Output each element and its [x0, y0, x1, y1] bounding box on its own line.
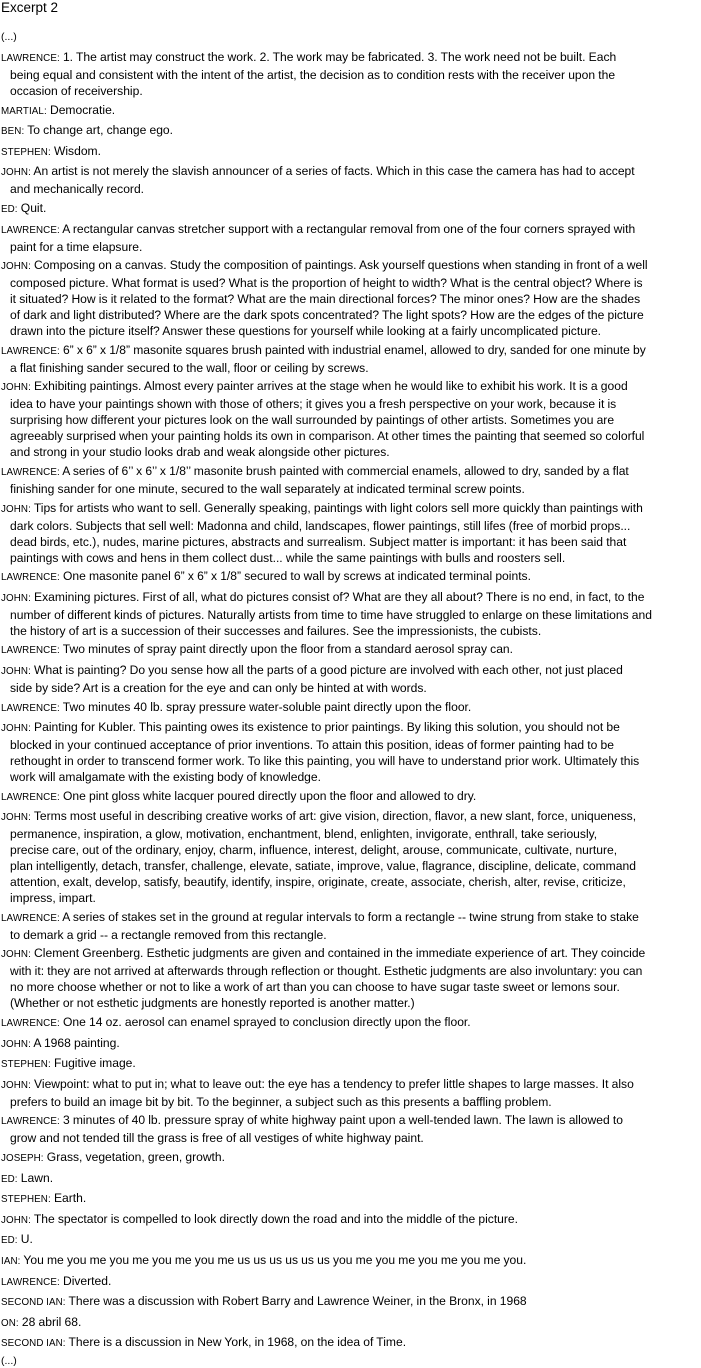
dialogue-entry: [1, 662, 701, 696]
dialogue-entry: [1, 463, 701, 497]
speaker-name: STEPHEN:: [1, 1059, 51, 1071]
speaker-name: JOHN:: [1, 812, 31, 824]
dialogue-entry: [1, 1190, 701, 1208]
dialogue-entry: [1, 1112, 701, 1146]
speaker-name: LAWRENCE:: [1, 1276, 60, 1288]
dialogue-entry: [1, 163, 701, 197]
dialogue-entry: [1, 945, 701, 1011]
speech-text: Lawn.: [17, 1170, 54, 1185]
speaker-name: LAWRENCE:: [1, 1116, 60, 1128]
speech-text: To change art, change ego.: [24, 123, 173, 138]
ellipsis-start: (...): [1, 31, 17, 43]
dialogue-entry: [1, 568, 701, 586]
speech-text: Examining pictures. First of all, what do pictures consist of? What are they all about? There is no end, in fact, to the number of different kinds of pictures. Naturally artists from time to time have struggled to enlarge on these limitations and the history of art is a succession of their successes and failures. See the impressionists, the cubists.: [10, 589, 652, 638]
speech-text: A 1968 painting.: [30, 1035, 120, 1050]
speech-text: Democratie.: [46, 102, 116, 117]
dialogue-entry: [1, 1314, 701, 1332]
speaker-name: LAWRENCE:: [1, 645, 60, 657]
speaker-name: STEPHEN:: [1, 146, 51, 158]
speech-text: Diverted.: [59, 1273, 112, 1288]
dialogue-entry: [1, 1170, 701, 1188]
dialogue-entry: [1, 589, 701, 639]
speaker-name: JOHN:: [1, 1038, 31, 1050]
speaker-name: JOHN:: [1, 503, 31, 515]
speaker-name: ON:: [1, 1317, 19, 1329]
dialogue-entry: [1, 1055, 701, 1073]
speaker-name: LAWRENCE:: [1, 224, 60, 236]
dialogue-entry: [1, 221, 701, 255]
speaker-name: STEPHEN:: [1, 1194, 51, 1206]
speaker-name: JOHN:: [1, 665, 31, 677]
speaker-name: JOHN:: [1, 1214, 31, 1226]
speech-text: You me you me you me you me you me us us us us us us you me you me you me you me you.: [20, 1253, 527, 1267]
speaker-name: JOHN:: [1, 949, 31, 961]
speaker-name: JOSEPH:: [1, 1153, 44, 1165]
speech-text: What is painting? Do you sense how all the parts of a good picture are involved with each other, not just placed side by side? Art is a creation for the eye and can only be hinted at with words.: [10, 662, 623, 695]
speaker-name: JOHN:: [1, 723, 31, 735]
dialogue-entry: [1, 641, 701, 659]
speaker-name: ED:: [1, 1173, 18, 1185]
speech-text: 3 minutes of 40 lb. pressure spray of white highway paint upon a well-tended lawn. The lawn is allowed to grow and not tended till the grass is free of all vestiges of white highway paint.: [10, 1113, 623, 1146]
dialogue-entry: [1, 1293, 701, 1311]
page-title: Excerpt 2: [1, 0, 59, 15]
dialogue-entry: [1, 143, 701, 161]
speech-text: There is a discussion in New York, in 1968, on the idea of Time.: [65, 1335, 407, 1350]
speaker-name: MARTIAL:: [1, 105, 47, 117]
speaker-name: SECOND IAN:: [1, 1297, 66, 1309]
speaker-name: JOHN:: [1, 167, 31, 179]
speech-text: Exhibiting paintings. Almost every painter arrives at the stage when he would like to exhibit his work. It is a good idea to have your paintings shown with those of others; it gives you a fresh perspective on your work, because it is surprising how different your pictures look on the wall surrounded by paintings of other artists. Sometimes you are agreeably surprised when your painting holds its own in comparison. At other times the painting that seemed so colorful and strong in your studio looks drab and weak alongside other pictures.: [10, 379, 645, 460]
dialogue-entry: [1, 1076, 701, 1110]
speaker-name: LAWRENCE:: [1, 572, 60, 584]
speech-text: There was a discussion with Robert Barry and Lawrence Weiner, in the Bronx, in 1968: [65, 1294, 527, 1309]
speaker-name: LAWRENCE:: [1, 912, 60, 924]
dialogue-entry: [1, 1149, 701, 1167]
speech-text: Quit.: [17, 200, 47, 215]
dialogue-entry: [1, 500, 701, 566]
speech-text: Viewpoint: what to put in; what to leave out: the eye has a tendency to prefer little shapes to large masses. It also prefers to build an image bit by bit. To the beginner, a subject such as this presents a baffling problem.: [10, 1076, 634, 1109]
dialogue-entry: [1, 1211, 701, 1229]
speaker-name: LAWRENCE:: [1, 466, 60, 478]
dialogue-entry: [1, 200, 701, 218]
speaker-name: ED:: [1, 1235, 18, 1247]
speech-text: 6” x 6” x 1/8” masonite squares brush painted with industrial enamel, allowed to dry, sanded for one minute by a flat finishing sander secured to the wall, floor or ceiling by screws.: [10, 342, 646, 375]
dialogue-entry: [1, 1334, 701, 1352]
speaker-name: JOHN:: [1, 261, 31, 273]
dialogue-entry: [1, 342, 701, 376]
speech-text: Clement Greenberg. Esthetic judgments are given and contained in the immediate experience of art. They coincide with it: they are not arrived at afterwards through reflection or thought. Esthetic judgments are also involuntary: you can no more choose whether or not to like a work of art than you can choose to have sugar taste sweet or lemons sour. (Whether or not esthetic judgments are honestly reported is another matter.): [10, 946, 646, 1011]
speaker-name: JOHN:: [1, 382, 31, 394]
speaker-name: IAN:: [1, 1256, 21, 1267]
speech-text: A rectangular canvas stretcher support with a rectangular removal from one of the four corners sprayed with paint for a time elapsure.: [10, 221, 636, 254]
speech-text: Painting for Kubler. This painting owes its existence to prior paintings. By liking this solution, you should not be blocked in your continued acceptance of prior inventions. To attain this position, ideas of former painting had to be rethought in order to transcend former work. To like this painting, you will have to understand prior work. Ultimately this work will amalgamate with the existing body of knowledge.: [10, 720, 640, 785]
speaker-name: JOHN:: [1, 1079, 31, 1091]
speaker-name: LAWRENCE:: [1, 1018, 60, 1030]
dialogue-entry: [1, 378, 701, 460]
speaker-name: BEN:: [1, 126, 25, 138]
speech-text: The spectator is compelled to look directly down the road and into the middle of the picture.: [30, 1211, 519, 1226]
speaker-name: LAWRENCE:: [1, 53, 60, 64]
speech-text: Composing on a canvas. Study the composition of paintings. Ask yourself questions when standing in front of a well composed picture. What format is used? What is the proportion of height to width? What is the central object? Where is it situated? How is it related to the format? What are the main directional forces? The minor ones? How are the shades of dark and light distributed? Where are the dark spots concentrated? The light spots? How are the edges of the picture drawn into the picture itself? Answer these questions for yourself while looking at a fairly uncomplicated picture.: [10, 258, 648, 339]
speech-text: Earth.: [50, 1191, 87, 1206]
dialogue-entry: [1, 699, 701, 717]
speech-text: Terms most useful in describing creative works of art: give vision, direction, flavor, a new slant, force, uniqueness, permanence, inspiration, a glow, motivation, enchantment, blend, enlighten, invigorate, enthrall, take seriously, precise care, out of the ordinary, enjoy, charm, influence, interest, delight, arouse, communicate, cultivate, nurture, plan intelligently, detach, transfer, challenge, elevate, satiate, improve, value, flagrance, discipline, delicate, command attention, exalt, develop, satisfy, beautify, identify, inspire, originate, create, associate, cherish, alter, revise, criticize, impress, impart.: [10, 809, 637, 906]
dialogue-entry: [1, 1035, 701, 1053]
dialogue-list: [1, 49, 701, 1352]
speaker-name: JOHN:: [1, 592, 31, 604]
speaker-name: LAWRENCE:: [1, 791, 60, 803]
dialogue-entry: [1, 49, 701, 99]
dialogue-entry: [1, 257, 701, 339]
dialogue-entry: [1, 788, 701, 806]
dialogue-entry: [1, 122, 701, 140]
speech-text: Grass, vegetation, green, growth.: [43, 1150, 225, 1165]
dialogue-entry: [1, 1014, 701, 1032]
speech-text: Two minutes of spray paint directly upon the floor from a standard aerosol spray can.: [59, 642, 514, 657]
speech-text: A series of stakes set in the ground at regular intervals to form a rectangle -- twine strung from stake to stake to demark a grid -- a rectangle removed from this rectangle.: [10, 909, 639, 942]
speech-text: An artist is not merely the slavish announcer of a series of facts. Which in this case the camera has had to accept and mechanically record.: [10, 164, 635, 197]
speech-text: U.: [17, 1232, 33, 1247]
speech-text: One masonite panel 6” x 6” x 1/8” secured to wall by screws at indicated terminal points.: [59, 569, 531, 584]
dialogue-entry: [1, 909, 701, 943]
dialogue-entry: [1, 719, 701, 785]
speaker-name: SECOND IAN:: [1, 1338, 66, 1350]
speech-text: One 14 oz. aerosol can enamel sprayed to conclusion directly upon the floor.: [59, 1015, 471, 1030]
speech-text: Wisdom.: [50, 143, 101, 158]
dialogue-entry: [1, 102, 701, 120]
speech-text: Two minutes 40 lb. spray pressure water-soluble paint directly upon the floor.: [59, 699, 472, 714]
speech-text: Fugitive image.: [50, 1056, 136, 1071]
dialogue-entry: [1, 1231, 701, 1249]
ellipsis-end: (...): [1, 1354, 17, 1367]
speech-text: One pint gloss white lacquer poured directly upon the floor and allowed to dry.: [59, 788, 477, 803]
speech-text: 28 abril 68.: [18, 1314, 82, 1329]
speech-text: Tips for artists who want to sell. Generally speaking, paintings with light colors sell more quickly than paintings with dark colors. Subjects that sell well: Madonna and child, landscapes, flower paintings, still lifes (free of morbid props... dead birds, etc.), nudes, marine pictures, abstracts and surrealism. Subject matter is important: it has been said that paintings with cows and hens in them collect dust... while the same paintings with bulls and roosters sell.: [10, 500, 643, 565]
speaker-name: ED:: [1, 203, 18, 215]
speech-text: A series of 6’’ x 6’’ x 1/8’’ masonite brush painted with commercial enamels, allowed to dry, sanded by a flat finishing sander for one minute, secured to the wall separately at indicated terminal screw points.: [10, 463, 629, 496]
dialogue-entry: [1, 1252, 701, 1270]
speaker-name: LAWRENCE:: [1, 345, 60, 357]
speaker-name: LAWRENCE:: [1, 702, 60, 714]
dialogue-entry: [1, 808, 701, 906]
speech-text: 1. The artist may construct the work. 2. The work may be fabricated. 3. The work need not be built. Each being equal and consistent with the intent of the artist, the decision as to condition rests with the receiver upon the occasion of receivership.: [10, 50, 617, 98]
dialogue-entry: [1, 1273, 701, 1291]
